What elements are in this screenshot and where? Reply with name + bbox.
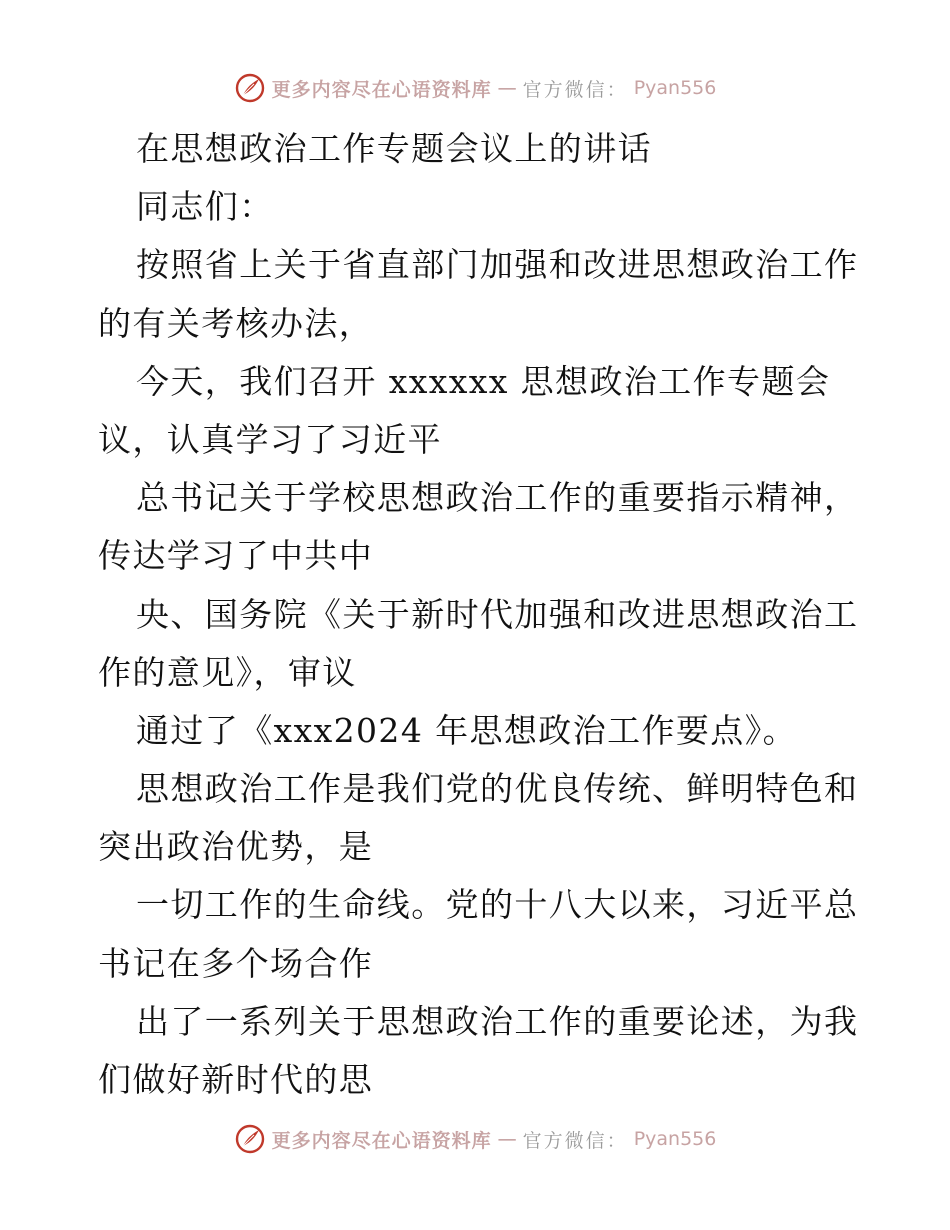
document-title: 在思想政治工作专题会议上的讲话 <box>136 129 652 168</box>
quill-logo-icon <box>234 72 266 104</box>
header-watermark <box>0 72 950 104</box>
watermark-main-text: 更多内容尽在心语资料库 <box>271 1129 492 1152</box>
body-line: 思想政治工作是我们党的优良传统、鲜明特色和 <box>136 769 859 809</box>
body-line: 传达学习了中共中 <box>98 536 374 576</box>
watermark-wechat-id: Pyan556 <box>633 1128 717 1150</box>
document-salutation: 同志们： <box>136 187 274 227</box>
body-line: 的有关考核办法， <box>98 303 374 343</box>
body-line: 书记在多个场合作 <box>98 943 374 983</box>
body-line: 议，认真学习了习近平 <box>98 419 442 459</box>
body-line: 们做好新时代的思 <box>98 1060 374 1099</box>
body-line: 通过了《xxx2024 年思想政治工作要点》。 <box>136 710 798 750</box>
watermark-main-text: 更多内容尽在心语资料库 <box>271 78 492 101</box>
quill-logo-icon <box>234 1123 266 1155</box>
body-line: 央、国务院《关于新时代加强和改进思想政治工 <box>136 594 859 634</box>
body-line: 出了一系列关于思想政治工作的重要论述，为我 <box>136 1001 859 1041</box>
body-line: 一切工作的生命线。党的十八大以来，习近平总 <box>136 885 859 925</box>
body-line: 今天，我们召开 xxxxxx 思想政治工作专题会 <box>136 361 831 401</box>
body-line: 按照省上关于省直部门加强和改进思想政治工作 <box>136 245 859 285</box>
footer-watermark <box>0 1123 950 1155</box>
watermark-wechat-id: Pyan556 <box>633 77 717 99</box>
watermark-official-label: 官方微信： <box>522 1129 628 1152</box>
watermark-separator: — <box>497 1128 517 1150</box>
body-line: 作的意见》，审议 <box>98 652 357 692</box>
body-line: 突出政治优势，是 <box>98 827 374 867</box>
watermark-official-label: 官方微信： <box>522 78 628 101</box>
document-body <box>98 120 858 1109</box>
body-line: 总书记关于学校思想政治工作的重要指示精神， <box>136 478 859 518</box>
watermark-separator: — <box>497 77 517 99</box>
